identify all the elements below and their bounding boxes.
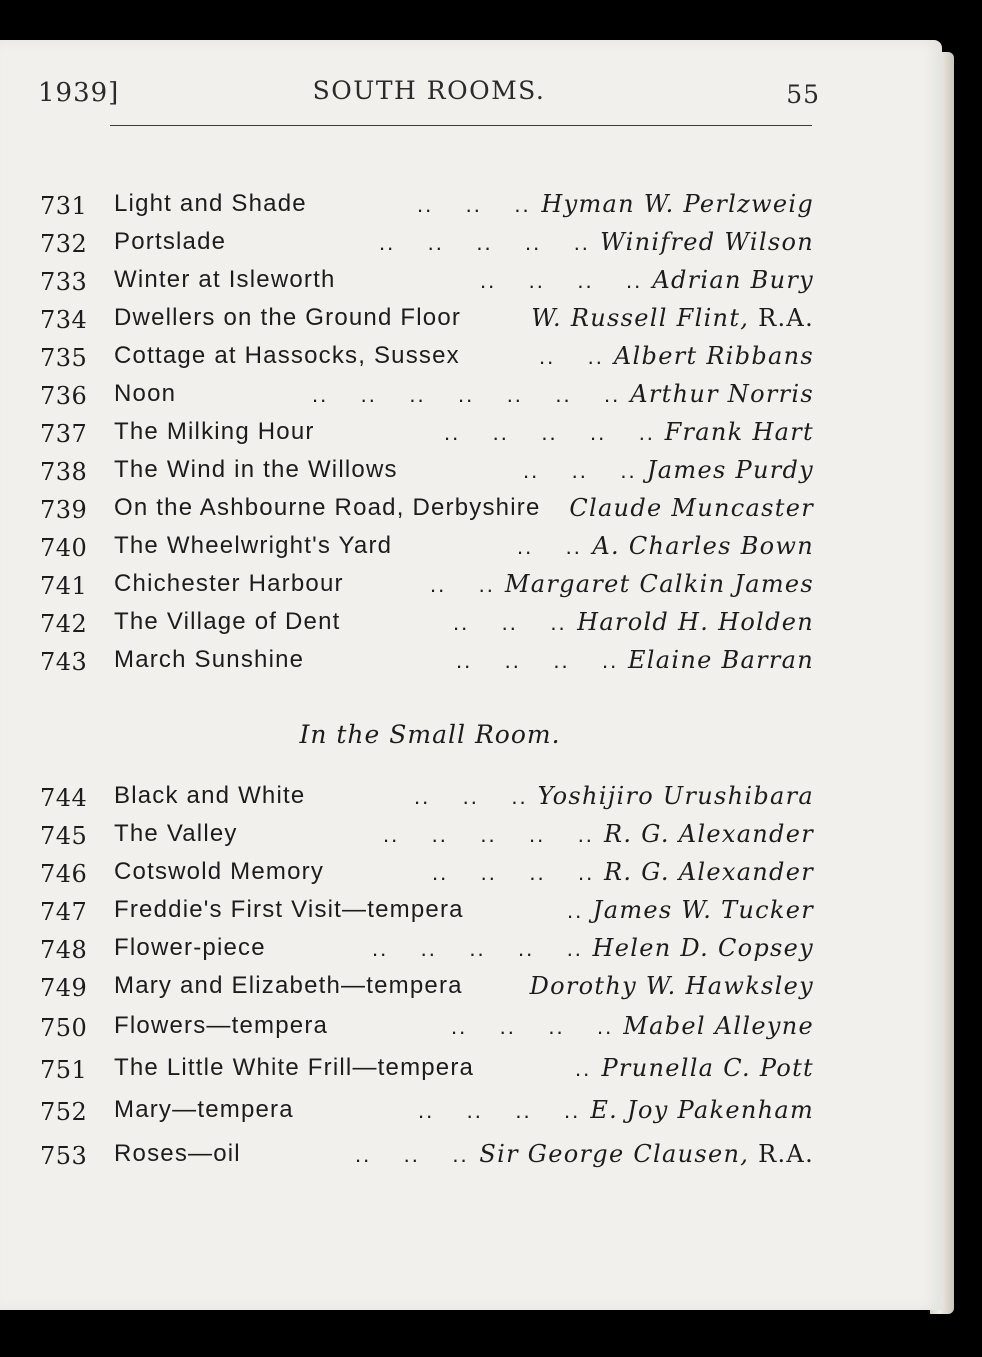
entry-number: 753 xyxy=(40,1142,88,1170)
artist-name: Harold H. Holden xyxy=(577,608,814,636)
entry-title: Chichester Harbour xyxy=(114,570,344,597)
entry-artist xyxy=(604,858,814,886)
entry-number: 750 xyxy=(40,1014,88,1042)
artist-name: R. G. Alexander xyxy=(604,858,814,886)
entry-title: Noon xyxy=(114,380,177,407)
leader-dots: .. .. .. xyxy=(523,458,637,483)
entry-title: Cottage at Hassocks, Sussex xyxy=(114,342,460,369)
entry-number: 736 xyxy=(40,382,88,410)
entry-artist xyxy=(665,418,814,446)
entry-number: 749 xyxy=(40,974,88,1002)
entry-number: 751 xyxy=(40,1056,88,1084)
running-head xyxy=(38,76,820,116)
catalogue-entry xyxy=(0,186,942,224)
entry-title: Light and Shade xyxy=(114,190,307,217)
entry-artist xyxy=(601,1054,814,1082)
entry-artist xyxy=(538,782,814,810)
catalogue-entry xyxy=(0,930,942,968)
entry-artist xyxy=(530,972,814,1000)
leader-dots: .. .. .. xyxy=(355,1142,469,1167)
leader-dots: .. .. .. .. xyxy=(456,648,619,673)
catalogue-entry xyxy=(0,528,942,566)
entry-artist xyxy=(541,190,814,218)
artist-name: Arthur Norris xyxy=(630,380,814,408)
entry-title: The Village of Dent xyxy=(114,608,341,635)
entry-title: Black and White xyxy=(114,782,306,809)
artist-name: Sir George Clausen, xyxy=(479,1140,750,1168)
entry-title: Flowers—tempera xyxy=(114,1012,329,1039)
entry-number: 738 xyxy=(40,458,88,486)
leader-dots: .. .. .. .. xyxy=(432,860,595,885)
catalogue-entry xyxy=(0,968,942,1006)
catalogue-entry xyxy=(0,1136,942,1174)
entry-artist xyxy=(647,456,814,484)
leader-dots: .. .. .. .. .. xyxy=(383,822,594,847)
entry-number: 743 xyxy=(40,648,88,676)
entry-number: 731 xyxy=(40,192,88,220)
artist-name: Winifred Wilson xyxy=(600,228,814,256)
entry-title: Dwellers on the Ground Floor xyxy=(114,304,462,331)
entry-artist xyxy=(479,1140,814,1168)
entry-number: 733 xyxy=(40,268,88,296)
entry-title: The Valley xyxy=(114,820,238,847)
catalogue-entry xyxy=(0,338,942,376)
entry-artist xyxy=(628,646,814,674)
artist-name: James Purdy xyxy=(646,456,814,484)
catalogue-entry xyxy=(0,604,942,642)
entry-title: The Milking Hour xyxy=(114,418,315,445)
artist-name: W. Russell Flint, xyxy=(531,304,750,332)
entry-title: Mary—tempera xyxy=(114,1096,294,1123)
artist-name: Claude Muncaster xyxy=(569,494,814,522)
catalogue-entry xyxy=(0,262,942,300)
header-year: 1939] xyxy=(38,78,120,108)
entry-number: 742 xyxy=(40,610,88,638)
catalogue-entry xyxy=(0,854,942,892)
entry-artist xyxy=(630,380,814,408)
entry-number: 746 xyxy=(40,860,88,888)
catalogue-entry xyxy=(0,414,942,452)
entry-number: 747 xyxy=(40,898,88,926)
entry-number: 737 xyxy=(40,420,88,448)
leader-dots: .. .. .. .. xyxy=(451,1014,614,1039)
header-rule xyxy=(110,125,812,126)
artist-name: E. Joy Pakenham xyxy=(590,1096,814,1124)
entry-artist xyxy=(531,304,814,332)
entry-number: 739 xyxy=(40,496,88,524)
entry-number: 752 xyxy=(40,1098,88,1126)
catalogue-entry xyxy=(0,1050,942,1088)
entry-title: The Little White Frill—tempera xyxy=(114,1054,475,1081)
entry-artist xyxy=(569,494,814,522)
catalogue-entry xyxy=(0,892,942,930)
catalogue-entry xyxy=(0,300,942,338)
artist-name: R. G. Alexander xyxy=(604,820,814,848)
entry-title: The Wheelwright's Yard xyxy=(114,532,393,559)
catalogue-entry xyxy=(0,778,942,816)
entry-artist xyxy=(604,820,814,848)
artist-honour: R.A. xyxy=(749,1140,814,1168)
leader-dots: .. .. xyxy=(539,344,604,369)
section-heading: In the Small Room. xyxy=(299,720,561,749)
entry-title: Flower-piece xyxy=(114,934,266,961)
artist-name: Frank Hart xyxy=(664,418,814,446)
entry-title: Mary and Elizabeth—tempera xyxy=(114,972,463,999)
leader-dots: .. .. .. .. xyxy=(418,1098,581,1123)
artist-name: Mabel Alleyne xyxy=(623,1012,814,1040)
entry-artist xyxy=(614,342,814,370)
header-title: SOUTH ROOMS. xyxy=(312,76,546,105)
entry-artist xyxy=(577,608,814,636)
leader-dots: .. .. .. .. .. xyxy=(372,936,583,961)
catalogue-entry xyxy=(0,376,942,414)
catalogue-entry xyxy=(0,1092,942,1130)
artist-honour: R.A. xyxy=(749,304,814,332)
artist-name: Hyman W. Perlzweig xyxy=(541,190,814,218)
catalogue-entry xyxy=(0,452,942,490)
catalogue-entry xyxy=(0,566,942,604)
entry-title: March Sunshine xyxy=(114,646,305,673)
artist-name: Dorothy W. Hawksley xyxy=(529,972,814,1000)
entry-number: 735 xyxy=(40,344,88,372)
entry-artist xyxy=(623,1012,814,1040)
entry-number: 734 xyxy=(40,306,88,334)
artist-name: James W. Tucker xyxy=(592,896,814,924)
leader-dots: .. xyxy=(567,898,584,923)
artist-name: Elaine Barran xyxy=(627,646,814,674)
entry-artist xyxy=(600,228,814,256)
entry-artist xyxy=(505,570,814,598)
leader-dots: .. .. .. xyxy=(414,784,528,809)
entry-number: 732 xyxy=(40,230,88,258)
catalogue-entry xyxy=(0,1008,942,1046)
leader-dots: .. .. .. xyxy=(417,192,531,217)
entry-number: 745 xyxy=(40,822,88,850)
entry-title: The Wind in the Willows xyxy=(114,456,398,483)
entry-number: 741 xyxy=(40,572,88,600)
entry-number: 744 xyxy=(40,784,88,812)
entry-title: On the Ashbourne Road, Derbyshire xyxy=(114,494,541,521)
entry-title: Freddie's First Visit—tempera xyxy=(114,896,464,923)
artist-name: Margaret Calkin James xyxy=(504,570,814,598)
entry-artist xyxy=(593,934,815,962)
leader-dots: .. .. .. .. xyxy=(480,268,643,293)
entry-number: 740 xyxy=(40,534,88,562)
leader-dots: .. .. xyxy=(517,534,582,559)
entry-title: Cotswold Memory xyxy=(114,858,325,885)
catalogue-entry xyxy=(0,816,942,854)
page-number: 55 xyxy=(786,80,820,109)
entry-number: 748 xyxy=(40,936,88,964)
artist-name: Albert Ribbans xyxy=(613,342,814,370)
catalogue-entry xyxy=(0,224,942,262)
entry-title: Winter at Isleworth xyxy=(114,266,336,293)
artist-name: Prunella C. Pott xyxy=(601,1054,814,1082)
entry-artist xyxy=(652,266,814,294)
artist-name: Adrian Bury xyxy=(652,266,814,294)
leader-dots: .. xyxy=(575,1056,592,1081)
entry-artist xyxy=(590,1096,814,1124)
entry-artist xyxy=(592,532,814,560)
entry-title: Portslade xyxy=(114,228,227,255)
leader-dots: .. .. .. .. .. .. .. xyxy=(312,382,621,407)
artist-name: A. Charles Bown xyxy=(592,532,814,560)
leader-dots: .. .. .. xyxy=(453,610,567,635)
catalogue-entry xyxy=(0,490,942,528)
artist-name: Helen D. Copsey xyxy=(592,934,814,962)
entry-title: Roses—oil xyxy=(114,1140,241,1167)
leader-dots: .. .. .. .. .. xyxy=(379,230,590,255)
entry-artist xyxy=(593,896,814,924)
leader-dots: .. .. xyxy=(430,572,495,597)
leader-dots: .. .. .. .. .. xyxy=(444,420,655,445)
catalogue-entry xyxy=(0,642,942,680)
artist-name: Yoshijiro Urushibara xyxy=(537,782,814,810)
